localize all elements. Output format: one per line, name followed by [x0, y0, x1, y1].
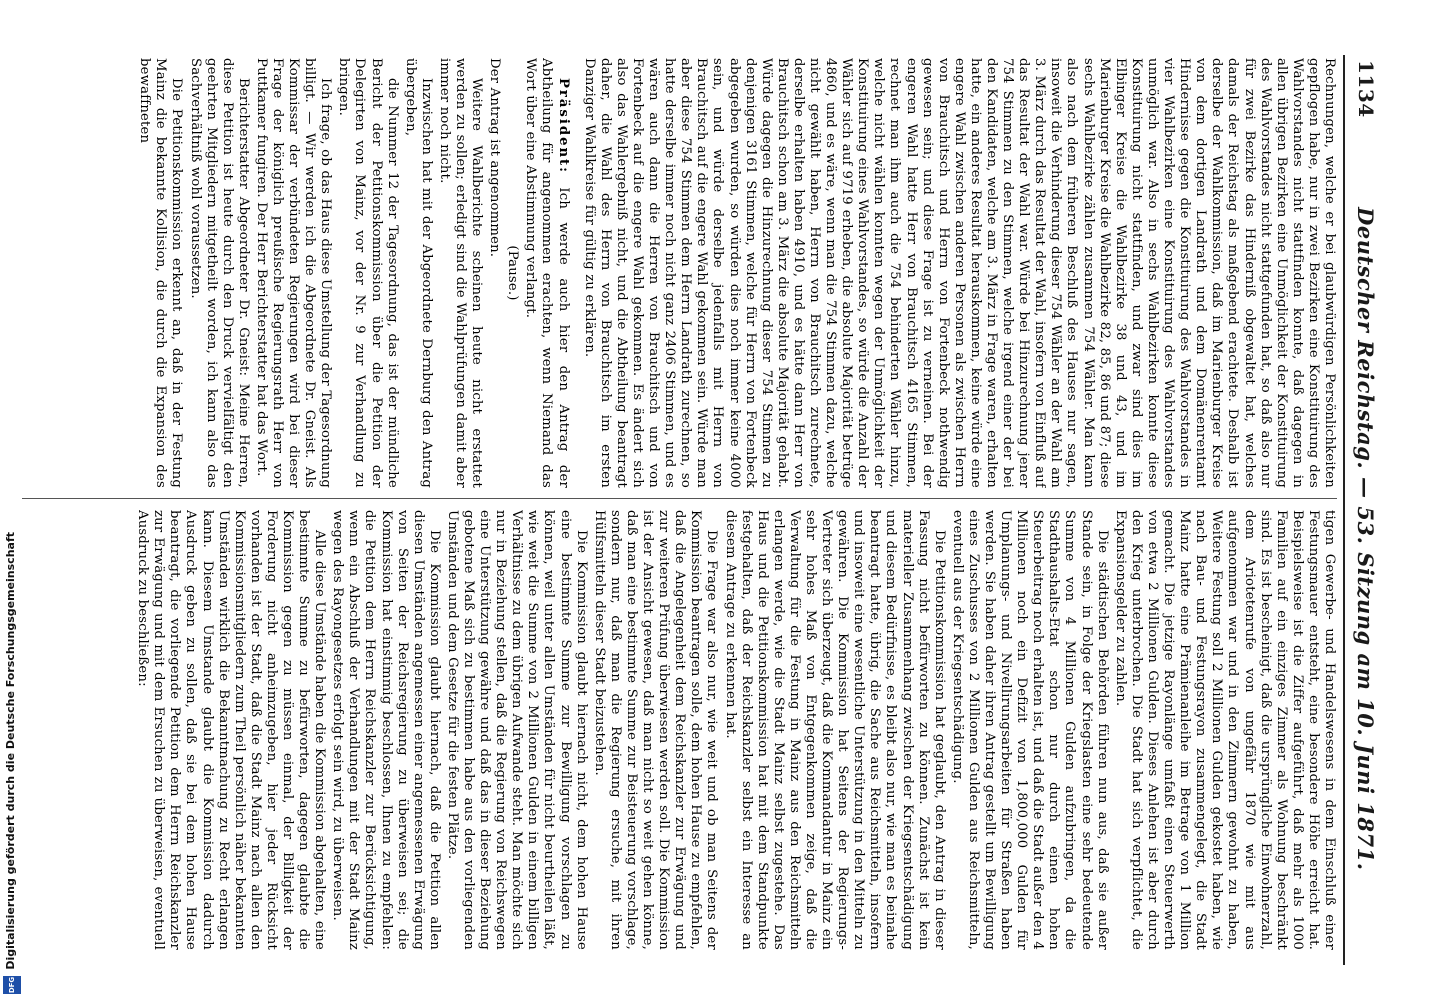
- header-rule: [1343, 55, 1345, 965]
- right-paragraph: Die Kommission glaubt hiernach nicht, dem hohen Hause eine bestimmte Summe zur Bewilligung vorschlagen zu können, weil unter allen Umständen für nicht beurtheilen läßt, wie weit die Summe von 2 Millionen Gulden in einem billigen Verhältnisse zu dem übrigen Aufwande steht. Man möchte sich nur in Beziehung stellen, daß die Regierung von Reichswegen eine Unterstützung gewähre und daß das in dieser Beziehung gebotene Maß sich zu bestimmen habe aus den vorliegenden Umständen und dem Gesetze für die festen Plätze.: [444, 510, 589, 950]
- page-title: Deutscher Reichstag. — 53. Sitzung am 10. Juni 1871.: [1353, 207, 1379, 871]
- right-paragraph: Die Kommission glaubt hiernach, daß die Petition allen diesen Umständen angemessen einer angemessenen Erwägung von Seiten der Reichsregierung zu überweisen sei; die Kommission hat einstimmig beschlossen, Ihnen zu empfehlen: die Petition dem Herrn Reichskanzler zur Berücksichtigung, wenn ein Abschluß der Verhandlungen mit der Stadt Mainz wegen des Rayongesetzes erfolgt sein wird, zu überweisen.: [330, 510, 442, 950]
- right-paragraph: Alle diese Umstände haben die Kommission abgehalten, eine bestimmte Summe zu befürworten, dagegen glaubte die Kommission gegen zu müssen einmal, der Billigkeit der Forderung nicht anheimzugeben, hier jeder Rücksicht vorhanden ist der Stadt, daß die Stadt Mainz nach allen den Kommissionsmitgliedern zum Theil persönlich näher bekannten Umständen wirklich die Bekanntmachung zu Recht erlangen kann. Diesem Umstande glaubt die Kommission dadurch Ausdruck geben zu sollen, daß sie bei dem hohen Hause beantragt, die vorliegende Petition dem Herrn Reichskanzler zur Erwägung und mit dem Ersuchen zu überweisen, eventuell Ausdruck zu beschließen:: [135, 510, 328, 950]
- right-column: [22, 510, 1337, 950]
- left-paragraph: die Nummer 12 der Tagesordnung, das ist der mündliche Bericht der Petitionskommission über die Petition der Delegirten von Mainz, vor der Nr. 9 zur Verhandlung zu bringen.: [336, 58, 400, 488]
- left-paragraph: Weitere Wahlberichte scheinen heute nicht erstattet werden zu sollen; erledigt sind die Wahlprüfungen damit aber immer noch nicht.: [436, 58, 485, 488]
- column-divider: [22, 498, 1337, 499]
- page-number: 1134: [1354, 60, 1378, 118]
- left-paragraph: Inzwischen hat mit der Abgeordnete Dernburg den Antrag übergeben,: [402, 58, 434, 488]
- left-column: [22, 58, 1337, 488]
- right-paragraph: Die Frage war also nur, wie weit und ob man Seitens der Kommission beantragen solle, dem hohen Hause zu empfehlen, daß die Angelegenheit dem Reichskanzler zur Erwägung und zur weiteren Prüfung überwiesen werden soll. Die Kommission ist der Ansicht gewesen, daß man nicht so weit gehen könne, daß man eine bestimmte Summe zur Beisteuerung vorschlage, sondern nur, daß man die Regierung ersuche, mit ihren Hülfsmitteln dieser Stadt beizustehen.: [591, 510, 720, 950]
- left-paragraph: Ich frage, ob das Haus diese Umstellung der Tagesordnung billigt. — Wir werden ich die Abgeordnete Dr. Gneist. Als Kommissar der verbündeten Regierungen wird bei dieser Frage der königlich preußische Regierungsrath Herr von Puttkamer fungiren. Der Herr Berichterstatter hat das Wort.: [253, 58, 334, 488]
- page-header: [1349, 60, 1383, 960]
- president-label: Präsident:: [555, 78, 571, 175]
- president-statement: [522, 58, 570, 488]
- president-text: Ich werde auch hier den Antrag der Abtheilung für angenommen erachten, wenn Niemand das Wort über eine Abstimmung verlangt.: [523, 58, 571, 488]
- left-paragraph: Rechnungen, welche er bei glaubwürdigen Persönlichkeiten gepflogen habe, nur in zwei Bezirken eine Konstituirung des Wahlvorstandes nicht stattfinden konnte, daß dagegen in allen übrigen Bezirken eine Unmöglichkeit der Konstituirung des Wahlvorstandes nicht stattgefunden hat, so daß also nur für zwei Bezirke das Hinderniß obgewaltet hat, welches damals der Reichstag als maßgebend erachtete. Deshalb ist derselbe der Wahlkommission, daß im Marienburger Kreise von dem dortigen Landrath und dem Domänenrentamt Hindernisse gegen die Konstituirung des Wahlvorstandes in vier Wahlbezirken eine Konstituirung des Wahlvorstandes unmöglich war. Also in sechs Wahlbezirken konnte diese Konstituirung nicht stattfinden, und zwar sind dies im Elbinger Kreise die Wahlbezirke 38 und 43, und im Marienburger Kreise die Wahlbezirke 82, 85, 86 und 87; diese sechs Wahlbezirke zählen zusammen 754 Wähler. Man kann also nach dem früheren Beschluß des Hauses nur sagen, insoweit die Verhinderung dieser 754 Wähler an der Wahl am 3. März durch das Resultat der Wahl, insofern von Einfluß auf das Resultat der Wahl war. Würde bei Hinzurechnung jener 754 Stimmen zu den Stimmen, welche irgend einer der bei den Kandidaten, welche am 3. März in Frage waren, erhalten hatte, ein anderes Resultat herauskommen, keine würde eine engere Wahl zwischen anderen Personen als zwischen Herrn von Brauchitsch und Herrn von Fortenbeck nothwendig gewesen sein; und diese Frage ist zu verneinen. Bei der engeren Wahl hatte Herr von Brauchitsch 4165 Stimmen, rechnet man ihm auch die 754 behinderten Wähler hinzu, welche nicht wählen konnten wegen der Unmöglichkeit der Konstituirung eines Wahlvorstandes, so würde die Anzahl der Wähler sich auf 9719 erheben, die absolute Majorität betrüge 4860, und es wäre, wenn man die 754 Stimmen dazu, welche nicht gewählt haben, Herrn von Brauchitsch zurechnete, derselbe erhalten haben 4910, und es hätte dann Herr von Brauchitsch schon am 3. März die absolute Majorität gehabt. Würde dagegen die Hinzurechnung dieser 754 Stimmen zu denjenigen 3161 Stimmen, welche für Herrn von Fortenbeck abgegeben wurden, so würden dies noch immer keine 4000 sein, und würde derselbe jedenfalls mit Herrn von Brauchitsch auf die engere Wahl gekommen sein. Würde man aber diese 754 Stimmen dem Herrn Landrath zurechnen, so hatte derselbe immer noch nicht ganz 2406 Stimmen, und es wären auch dann die Herren von Brauchitsch und von Fortenbeck auf die engere Wahl gekommen. Es ändert sich also das Wahlergebniß nicht, und die Abtheilung beantragt daher, die Wahl des Herrn von Brauchitsch im ersten Danziger Wahlkreise für gültig zu erklären.: [581, 58, 1337, 488]
- left-paragraph: Berichterstatter Abgeordneter Dr. Gneist: Meine Herren, diese Petition ist heute durch den Druck vervielfältigt den geehrten Mitgliedern mitgetheilt worden, ich kann also das Sachverhältniß wohl voraussetzen.: [187, 58, 251, 488]
- digitization-credit: Digitalisierung gefördert durch die Deutsche Forschungsgemeinschaft: [4, 532, 17, 970]
- right-paragraph: Die Petitionskommission hat geglaubt, den Antrag in dieser Fassung nicht befürworten zu können. Zunächst ist kein materieller Zusammenhang zwischen der Kriegsentschädigung und diesem Bedürfnisse, es bleibt also nur, wie man es beinahe beantragt hatte, übrig, die Sache aus Reichsmitteln, insofern und insoweit eine wesentliche Unterstützung in den Mitteln zu gewähren. Die Kommission hat Seitens der Regierungs-Vertreter sich überzeugt, daß die Kommandantur in Mainz ein sehr hohes Maß von Entgegenkommen zeige, daß die Verwaltung für die Festung in Mainz aus den Reichsmitteln erlangen werde, wie die Stadt Mainz selbst zugestehe. Das Haus und die Petitionskommission hat mit dem Standpunkte festgehalten, daß der Reichskanzler selbst ein Interesse an diesem Antrage zu erkennen hat.: [722, 510, 947, 950]
- right-paragraph: Die städtischen Behörden führen nun aus, daß sie außer Stande sein, in Folge der Kriegslasten eine sehr bedeutende Summe von 4 Millionen Gulden aufzubringen, da die Stadthaushalts-Etat schon nur durch einen hohen Steuerbeitrag noch erhalten ist, und daß die Stadt außer den 4 Millionen noch ein Defizit von 1,800,000 Gulden für Umplanungs- und Nivellirungsarbeiten für Straßen haben werden. Sie haben daher ihren Antrag gestellt um Bewilligung eines Zuschusses von 2 Millionen Gulden aus Reichsmitteln, eventuell aus der Kriegsentschädigung.: [949, 510, 1110, 950]
- dfg-logo-icon: DFG: [3, 976, 21, 994]
- left-paragraph: Der Antrag ist angenommen.: [487, 58, 503, 258]
- pause-note: (Pause.): [505, 245, 521, 301]
- right-paragraph: tigen Gewerbe- und Handelswesens in dem Einschluß einer Festungsmauer entsteht, eine besondere Höhe erreicht hat. Beispielsweise ist die Ziffer aufgeführt, daß mehr als 1000 Familien auf ein einziges Zimmer als Wohnung beschränkt sind. Es ist bescheinigt, daß die ursprüngliche Einwohnerzahl, dem Ariotetenrufe von ungefähr 1870 wie mit aus aufgenommen war und in den Zimmern gewohnt zu haben, Weitere Festung soll 2 Millionen Gulden gekostet haben, wie nach Bau- und Festungsrayon zusammengelegt, die Stadt Mainz hatte eine Prämienanleihe im Betrage von 1 Million gemacht. Die jetzige Rayonlänge umfaßt einen Steuerwerth von etwa 2 Millionen Gulden. Dieses Anlehen ist aber durch den Krieg unterbrochen. Die Stadt hat sich verpflichtet, die Expansionsgelder zu zahlen.: [1112, 510, 1337, 950]
- left-paragraph: Die Petitionskommission erkennt an, daß in der Festung Mainz die bekannte Kollision, die durch die Expansion des bewaffneten: [137, 58, 185, 488]
